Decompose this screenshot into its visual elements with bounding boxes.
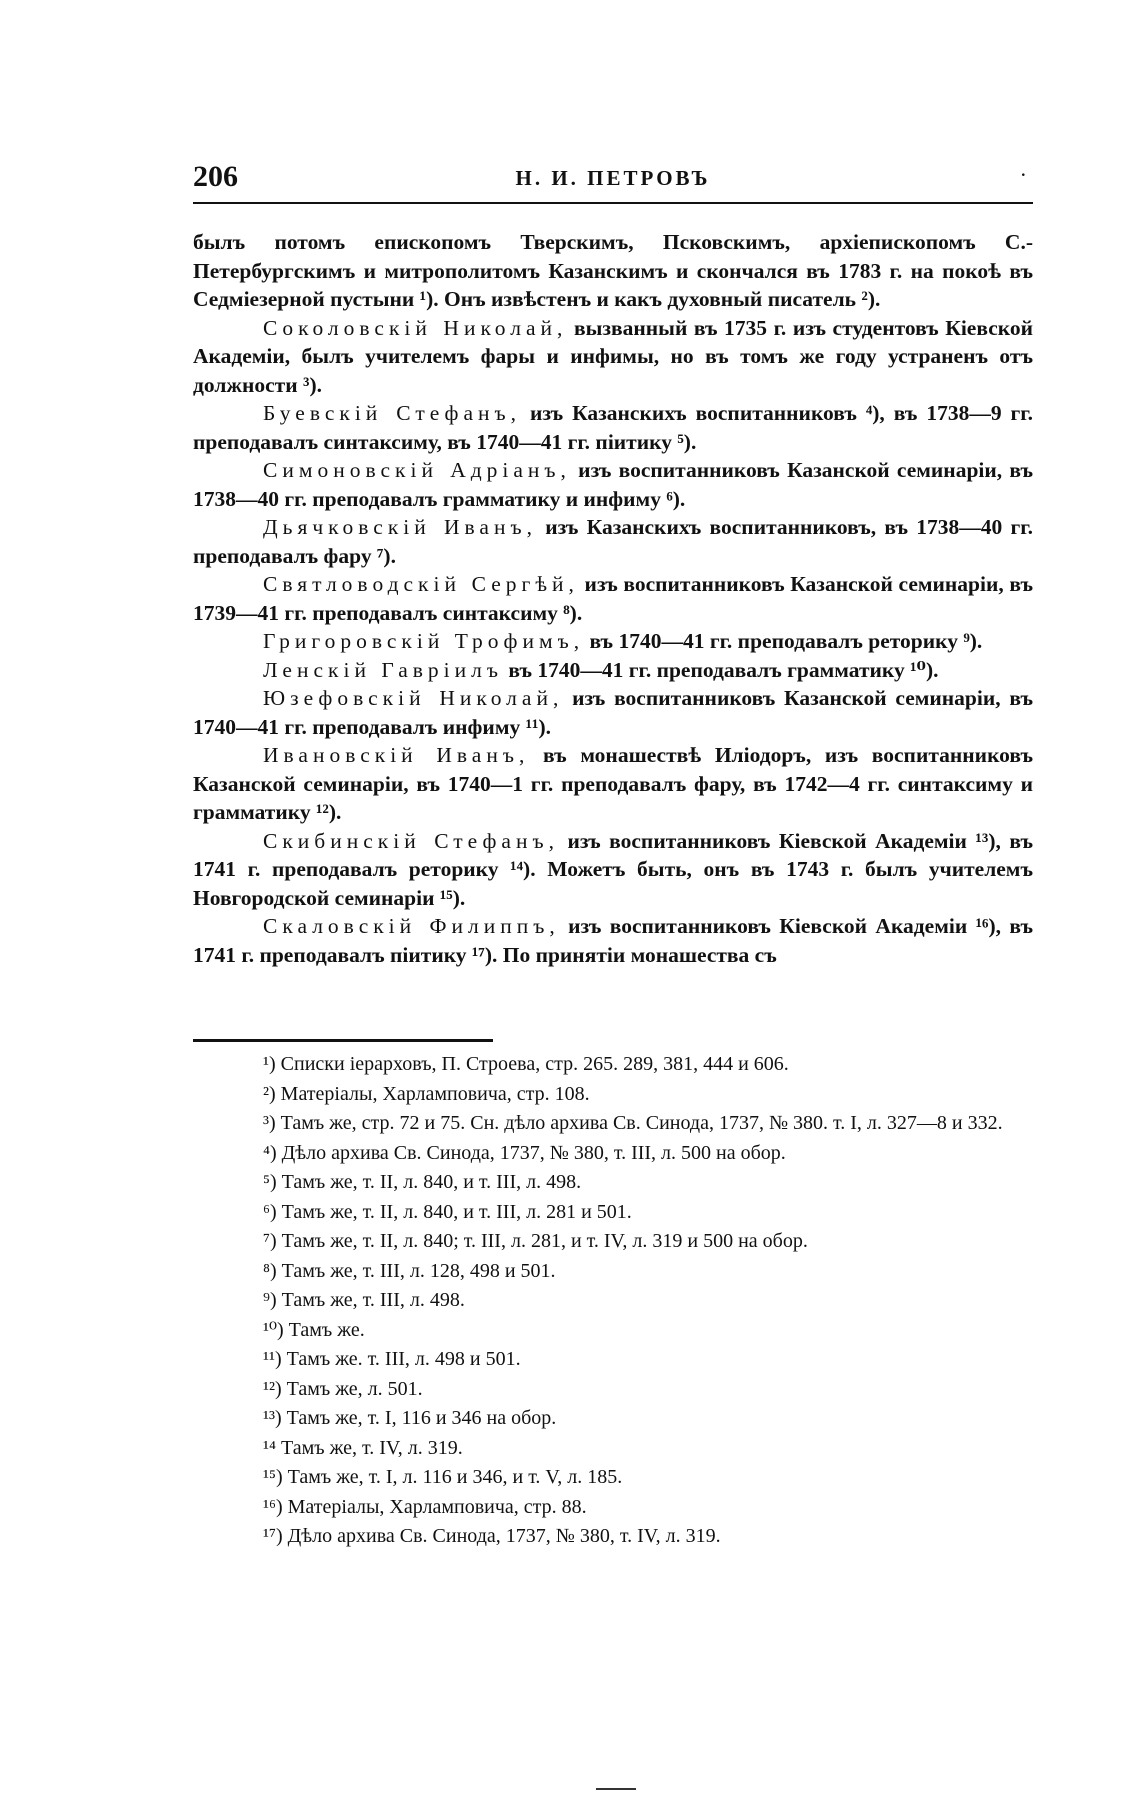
bottom-mark	[596, 1788, 636, 1790]
paragraph-text: былъ потомъ епископомъ Тверскимъ, Псковскимъ, архіепископомъ С.-Петербургскимъ и митрополитомъ Казанскимъ и скончался въ 1783 г. на покоѣ въ Седміезерной пустыни ¹). Онъ извѣстенъ и какъ духовный писатель ²).	[193, 230, 1033, 311]
person-name: Симоновскій Адріанъ,	[263, 458, 571, 482]
paragraph-text: изъ воспитанниковъ Кіевской Академіи ¹³), въ 1741 г. преподавалъ реторику ¹⁴). Можетъ быть, онъ въ 1743 г. былъ учителемъ Новгородской семинаріи ¹⁵).	[193, 828, 1033, 910]
footnote-17: ¹⁷) Дѣло архива Св. Синода, 1737, № 380, т. IV, л. 319.	[263, 1525, 721, 1547]
paragraph-lensky	[193, 656, 1033, 685]
paragraph-text: изъ воспитанниковъ Кіевской Академіи ¹⁶), въ 1741 г. преподавалъ піитику ¹⁷). По принятіи монашества съ	[193, 914, 1033, 967]
footnote-9: ⁹) Тамъ же, т. III, л. 498.	[263, 1289, 465, 1311]
footnote-1: ¹) Списки іерарховъ, П. Строева, стр. 265. 289, 381, 444 и 606.	[263, 1053, 789, 1075]
footnote-5: ⁵) Тамъ же, т. II, л. 840, и т. III, л. 498.	[263, 1171, 582, 1193]
footnote-11: ¹¹) Тамъ же. т. III, л. 498 и 501.	[263, 1348, 521, 1370]
footnote-6: ⁶) Тамъ же, т. II, л. 840, и т. III, л. 281 и 501.	[263, 1200, 632, 1223]
paragraph-text: въ монашествѣ Иліодоръ, изъ воспитанниковъ Казанской семинаріи, въ 1740—1 гг. преподавалъ фару, въ 1742—4 гг. синтаксиму и грамматику ¹²).	[193, 743, 1033, 824]
paragraph-text: изъ воспитанниковъ Казанской семинаріи, въ 1740—41 гг. преподавалъ инфиму ¹¹).	[193, 686, 1033, 739]
paragraph-text: въ 1740—41 гг. преподавалъ реторику ⁹).	[584, 629, 983, 653]
paragraph-grigorovsky	[193, 627, 1033, 656]
body-text	[193, 228, 1033, 969]
person-name: Юзефовскій Николай,	[263, 686, 564, 710]
page-number: 206	[193, 160, 238, 193]
person-name: Буевскій Стефанъ,	[263, 401, 521, 425]
paragraph-skibinsky	[193, 827, 1033, 913]
footnote-10: ¹⁰) Тамъ же.	[263, 1318, 365, 1341]
footnote-13: ¹³) Тамъ же, т. I, 116 и 346 на обор.	[263, 1407, 557, 1429]
page-header	[193, 160, 1033, 198]
footnote-16: ¹⁶) Матеріалы, Харламповича, стр. 88.	[263, 1495, 587, 1518]
paragraph-text: изъ Казанскихъ воспитанниковъ ⁴), въ 1738—9 гг. преподавалъ синтаксиму, въ 1740—41 гг. піитику ⁵).	[193, 401, 1033, 454]
paragraph-text: изъ воспитанниковъ Казанской семинаріи, въ 1739—41 гг. преподавалъ синтаксиму ⁸).	[193, 572, 1033, 625]
paragraph-skalovsky	[193, 912, 1033, 969]
paragraph-ivanovsky	[193, 741, 1033, 827]
paragraph-svyatlovodsky	[193, 570, 1033, 627]
footnote-7: ⁷) Тамъ же, т. II, л. 840; т. III, л. 281, и т. IV, л. 319 и 500 на обор.	[263, 1230, 808, 1252]
header-dot: ·	[1019, 162, 1027, 187]
footnote-separator	[193, 1039, 493, 1042]
footnote-8: ⁸) Тамъ же, т. III, л. 128, 498 и 501.	[263, 1259, 556, 1282]
person-name: Святловодскій Сергѣй,	[263, 572, 579, 596]
person-name: Ивановскій Иванъ,	[263, 743, 530, 767]
paragraph-text: въ 1740—41 гг. преподавалъ грамматику ¹⁰).	[503, 657, 939, 682]
person-name: Ленскій Гавріилъ	[263, 657, 503, 682]
footnote-3: ³) Тамъ же, стр. 72 и 75. Сн. дѣло архива Св. Синода, 1737, № 380. т. I, л. 327—8 и 332.	[263, 1112, 1003, 1134]
paragraph-dyachkovsky	[193, 513, 1033, 570]
paragraph-sokolovsky	[193, 314, 1033, 400]
person-name: Скаловскій Филиппъ,	[263, 914, 560, 938]
footnote-2: ²) Матеріалы, Харламповича, стр. 108.	[263, 1082, 590, 1105]
paragraph-text: изъ Казанскихъ воспитанниковъ, въ 1738—40 гг. преподавалъ фару ⁷).	[193, 515, 1033, 568]
footnotes	[193, 1050, 1033, 1552]
person-name: Скибинскій Стефанъ,	[263, 828, 559, 853]
paragraph-yuzefovsky	[193, 684, 1033, 741]
header-rule	[193, 202, 1033, 204]
running-title: Н. И. ПЕТРОВЪ	[515, 166, 711, 190]
footnote-15: ¹⁵) Тамъ же, т. I, л. 116 и 346, и т. V, л. 185.	[263, 1466, 623, 1488]
paragraph-continuation	[193, 228, 1033, 314]
paragraph-simonovsky	[193, 456, 1033, 513]
person-name: Григоровскій Трофимъ,	[263, 629, 585, 653]
paragraph-text: вызванный въ 1735 г. изъ студентовъ Кіевской Академіи, былъ учителемъ фары и инфимы, но въ томъ же году устраненъ отъ должности ³).	[193, 315, 1033, 397]
person-name: Соколовскій Николай,	[263, 315, 568, 340]
paragraph-text: изъ воспитанниковъ Казанской семинаріи, въ 1738—40 гг. преподавалъ грамматику и инфиму ⁶).	[193, 458, 1033, 511]
footnote-14: ¹⁴ Тамъ же, т. IV, л. 319.	[263, 1436, 463, 1459]
paragraph-buevsky	[193, 399, 1033, 456]
person-name: Дьячковскій Иванъ,	[263, 515, 537, 539]
footnote-4: ⁴) Дѣло архива Св. Синода, 1737, № 380, т. III, л. 500 на обор.	[263, 1141, 786, 1164]
footnote-12: ¹²) Тамъ же, л. 501.	[263, 1377, 423, 1400]
